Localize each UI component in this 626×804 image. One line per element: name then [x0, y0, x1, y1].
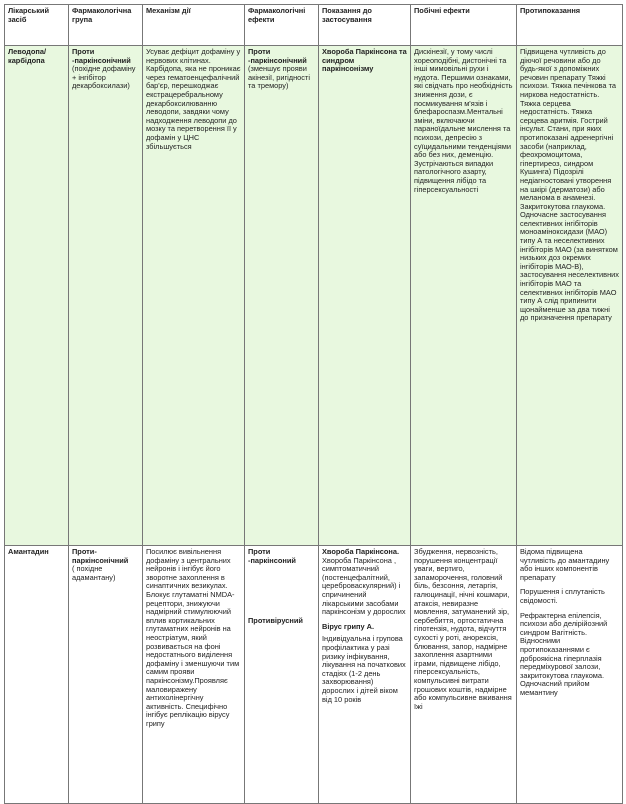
contra-epilepsy: Рефрактерна епілепсія, психози або делірійозний синдром Вагітність. Відносними протипоказаннями є доброякісна гіперплазія передміхурової залози, закритокутова глаукома. Одночасний прийом мемантину — [520, 610, 608, 697]
header-effects: Фармакологічні ефекти — [245, 5, 319, 46]
group-bold: Проти -паркінсонічний — [72, 47, 131, 65]
effects-cell — [245, 46, 319, 546]
side-effects-cell: Збудження, нервозність, порушення концентрації уваги, вертиго, запаморочення, головний біль, безсоння, летаргія, галюцинації, нічні кошмари, атаксія, невиразне мовлення, затуманений зір, сербебиття, ортостатична гіпотензія, нудота, відчуття сухості у роті, анорексія, блювання, запор, надмірне захоплення азартними іграми, підвищене лібідо, гіперсексуальність, компульсивні витрати грошових коштів, надмірне або компульсивне вживання їжі — [411, 546, 517, 804]
header-side-effects: Побічні ефекти — [411, 5, 517, 46]
effects-rest: (зменшує прояви акінезії, ригідності та тремору) — [248, 64, 311, 91]
effects-bold-antiparkinson: Проти -паркінсоний — [248, 547, 296, 565]
mechanism-cell: Усуває дефіцит дофаміну у нервових клітинах. Карбідопа, яка не проникає через гематоенцефалічний бар'єр, перешкоджає екстрацеребральному декарбоксилюванню леводопи, завдяки чому надходження леводопи до мозку та перетворення її у дофамін у ЦНС збільшується — [143, 46, 245, 546]
group-cell — [69, 546, 143, 804]
header-group: Фармакологічна група — [69, 5, 143, 46]
header-drug: Лікарський засіб — [5, 5, 69, 46]
group-bold: Проти-паркінсонічний — [72, 547, 129, 565]
contra-hypersensitivity: Відома підвищена чутливість до амантадину або інших компонентів препарату — [520, 547, 610, 582]
effects-cell — [245, 546, 319, 804]
indications-bold-influenza: Вірус грипу А. — [322, 621, 375, 631]
indications-influenza: Індивідуальна і групова профілактика у разі ризику інфікування, лікування на початкових стадіях (1-2 день захворювання) дорослих і дітей віком від 10 років — [322, 634, 406, 704]
header-row — [5, 5, 623, 46]
table-row-levodopa — [5, 46, 623, 546]
indications-cell — [319, 546, 411, 804]
indications-parkinson: Хвороба Паркінсона , симптоматичний (постенцефалітний, цереброваскулярний) і спричинений лікарськими засобами паркінсонізм у дорослих — [322, 555, 406, 617]
effects-bold: Проти -паркінсонічний — [248, 47, 307, 65]
indications-bold-parkinson: Хвороба Паркінсона. — [322, 547, 400, 556]
indications-cell — [319, 46, 411, 546]
header-mechanism: Механізм дії — [143, 5, 245, 46]
table-row-amantadine — [5, 546, 623, 804]
header-indications: Показання до застосування — [319, 5, 411, 46]
group-rest: (похідне дофаміну + інгібітор декарбоксилази) — [72, 64, 136, 91]
contraindications-cell: Підвищена чутливість до діючої речовини або до будь-якої з допоміжних речовин препарату Тяжкі психози. Тяжка печінкова та ниркова недостатність. Тяжка серцева недостатність. Тяжка серцева аритмія. Гострий інсульт. Стани, при яких протипоказані адренергічні засоби (наприклад, феохромоцитома, гіпертиреоз, синдром Кушинга) Підозрілі недіагностовані утворення на шкірі (дерматози) або меланома в анамнезі. Закритокутова глаукома. Одночасне застосування селективних інгібіторів моноаміноксидази (МАО) типу А та неселективних інгібіторів МАО (за винятком низьких доз окремих інгібіторів МАО-В), застосування неселективних інгібіторів МАО та селективних інгібіторів МАО типу А слід припинити щонайменше за два тижні до призначення препарату — [517, 46, 623, 546]
header-contraindications: Протипоказання — [517, 5, 623, 46]
drug-name: Леводопа/ карбідопа — [5, 46, 69, 546]
side-effects-cell: Дискінезії, у тому числі хореоподібні, дистонічні та інші мимовільні рухи і нудота. Першими ознаками, які свідчать про необхідність зниження дози, є посмикування м'язів і блефароспазм.Ментальні зміни, включаючи параноїдальне мислення та психози, депресію з суїцидальними тенденціями або без них, деменцію. Зустрічаються випадки патологічного азарту, підвищення лібідо та гіперсексуальності — [411, 46, 517, 546]
spacer — [248, 565, 315, 617]
indications-bold: Хвороба Паркінсона та синдром паркінсонізму — [322, 47, 407, 74]
mechanism-cell: Посилює вивільнення дофаміну з центральних нейронів і інгібує його зворотне захоплення в синаптичних везикулах. Блокує глутаматні NMDA-рецептори, знижуючи надмірний стимулюючий вплив кортикальних глутаматних нейронів на неостріатум, який розвивається на фоні недостатнього виділення дофаміну і зменшуючи тим самим прояви паркінсонізму.Проявляє маловиражену антихолінергічну активність. Специфічно інгібує реплікацію вірусу грипу — [143, 546, 245, 804]
contraindications-cell — [517, 546, 623, 804]
drug-table — [4, 4, 623, 804]
group-cell — [69, 46, 143, 546]
drug-name: Амантадин — [5, 546, 69, 804]
group-rest: ( похідне адамантану) — [72, 564, 116, 582]
effects-bold-antiviral: Противірусний — [248, 616, 303, 626]
contra-consciousness: Порушення і сплутаність свідомості. — [520, 587, 605, 605]
